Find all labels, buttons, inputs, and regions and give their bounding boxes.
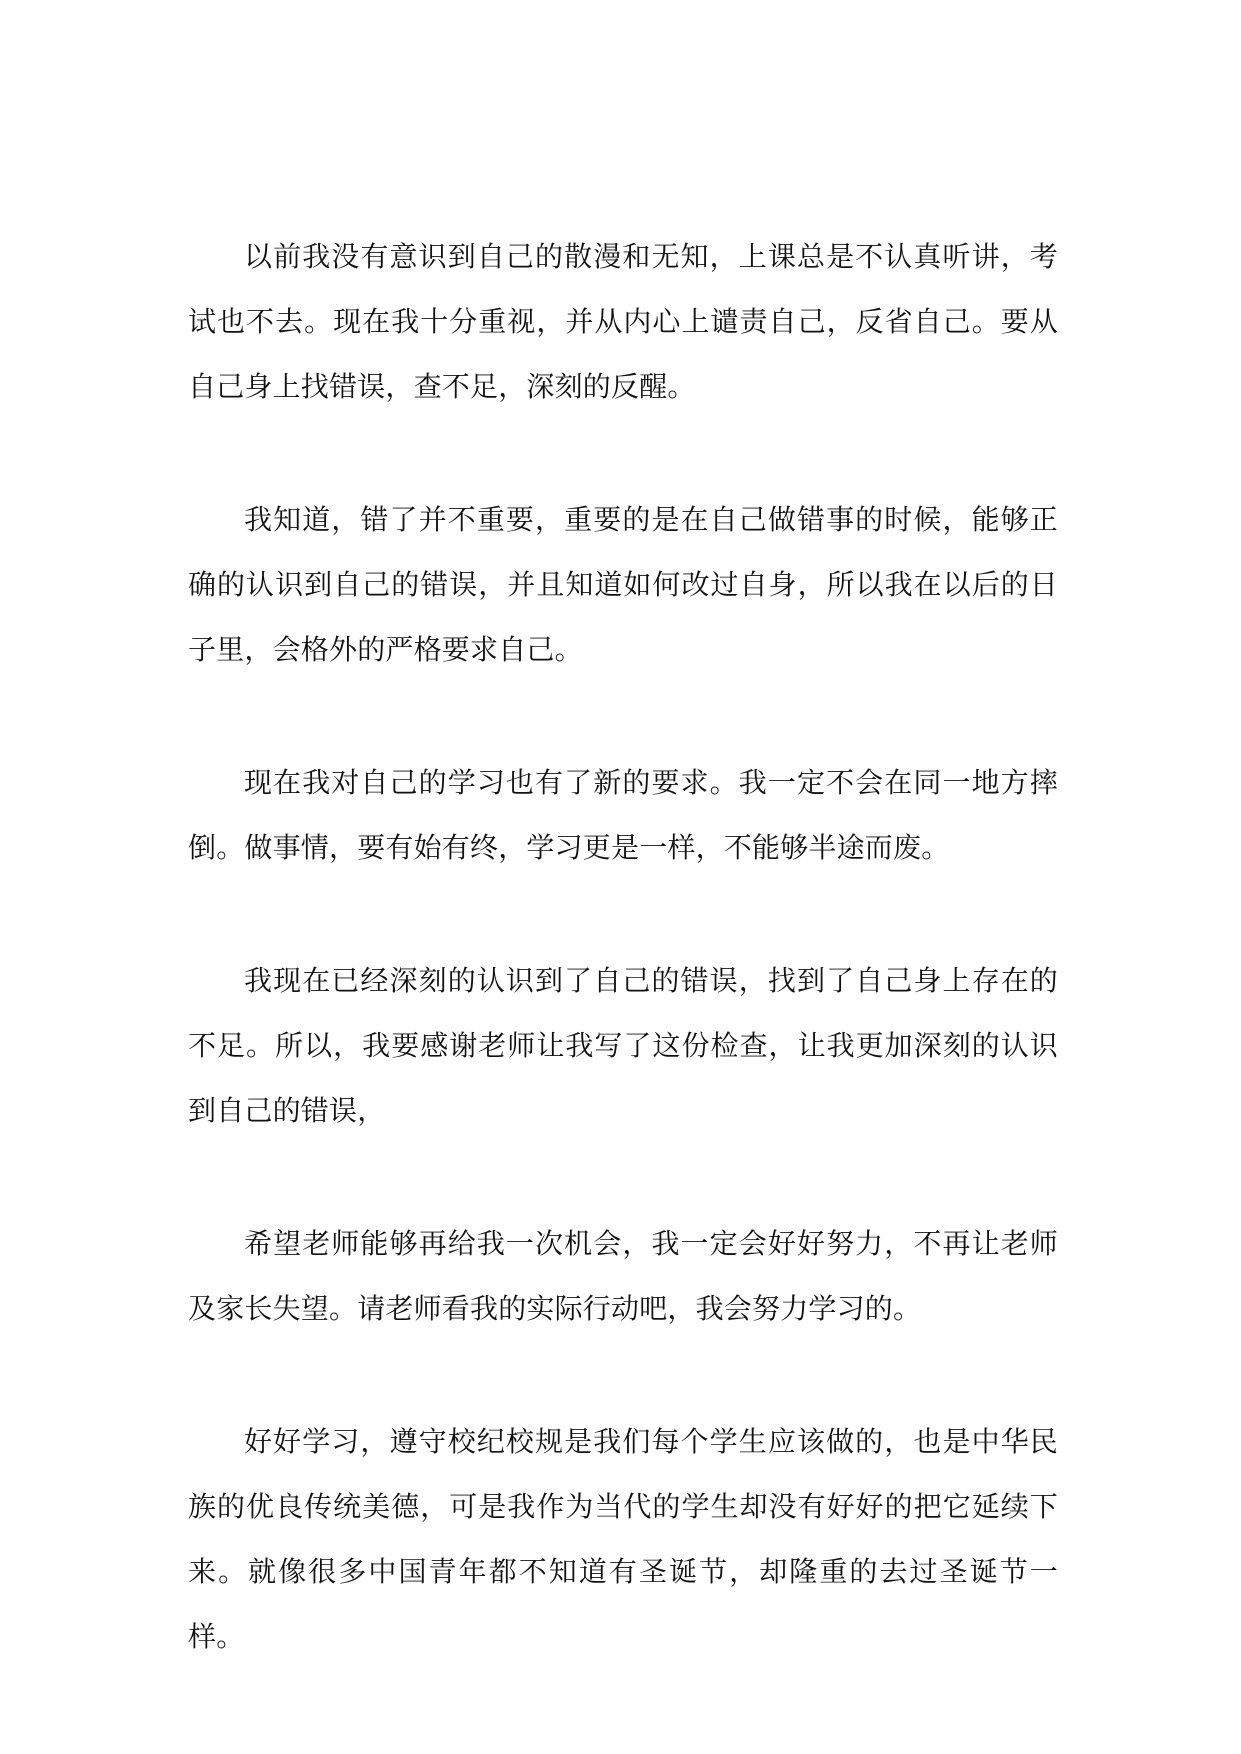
document-body: [188, 224, 1058, 1669]
paragraph-5: 希望老师能够再给我一次机会，我一定会好好努力，不再让老师及家长失望。请老师看我的实际行动吧，我会努力学习的。: [188, 1227, 1058, 1325]
paragraph-4: 我现在已经深刻的认识到了自己的错误，找到了自己身上存在的不足。所以，我要感谢老师让我写了这份检查，让我更加深刻的认识到自己的错误，: [188, 964, 1058, 1127]
paragraph-6: 好好学习，遵守校纪校规是我们每个学生应该做的，也是中华民族的优良传统美德，可是我作为当代的学生却没有好好的把它延续下来。就像很多中国青年都不知道有圣诞节，却隆重的去过圣诞节一样。: [188, 1425, 1058, 1653]
paragraph-1: 以前我没有意识到自己的散漫和无知，上课总是不认真听讲，考试也不去。现在我十分重视，并从内心上谴责自己，反省自己。要从自己身上找错误，查不足，深刻的反醒。: [188, 240, 1058, 403]
paragraph-3: 现在我对自己的学习也有了新的要求。我一定不会在同一地方摔倒。做事情，要有始有终，学习更是一样，不能够半途而废。: [188, 766, 1058, 864]
paragraph-2: 我知道，错了并不重要，重要的是在自己做错事的时候，能够正确的认识到自己的错误，并且知道如何改过自身，所以我在以后的日子里，会格外的严格要求自己。: [188, 503, 1058, 666]
